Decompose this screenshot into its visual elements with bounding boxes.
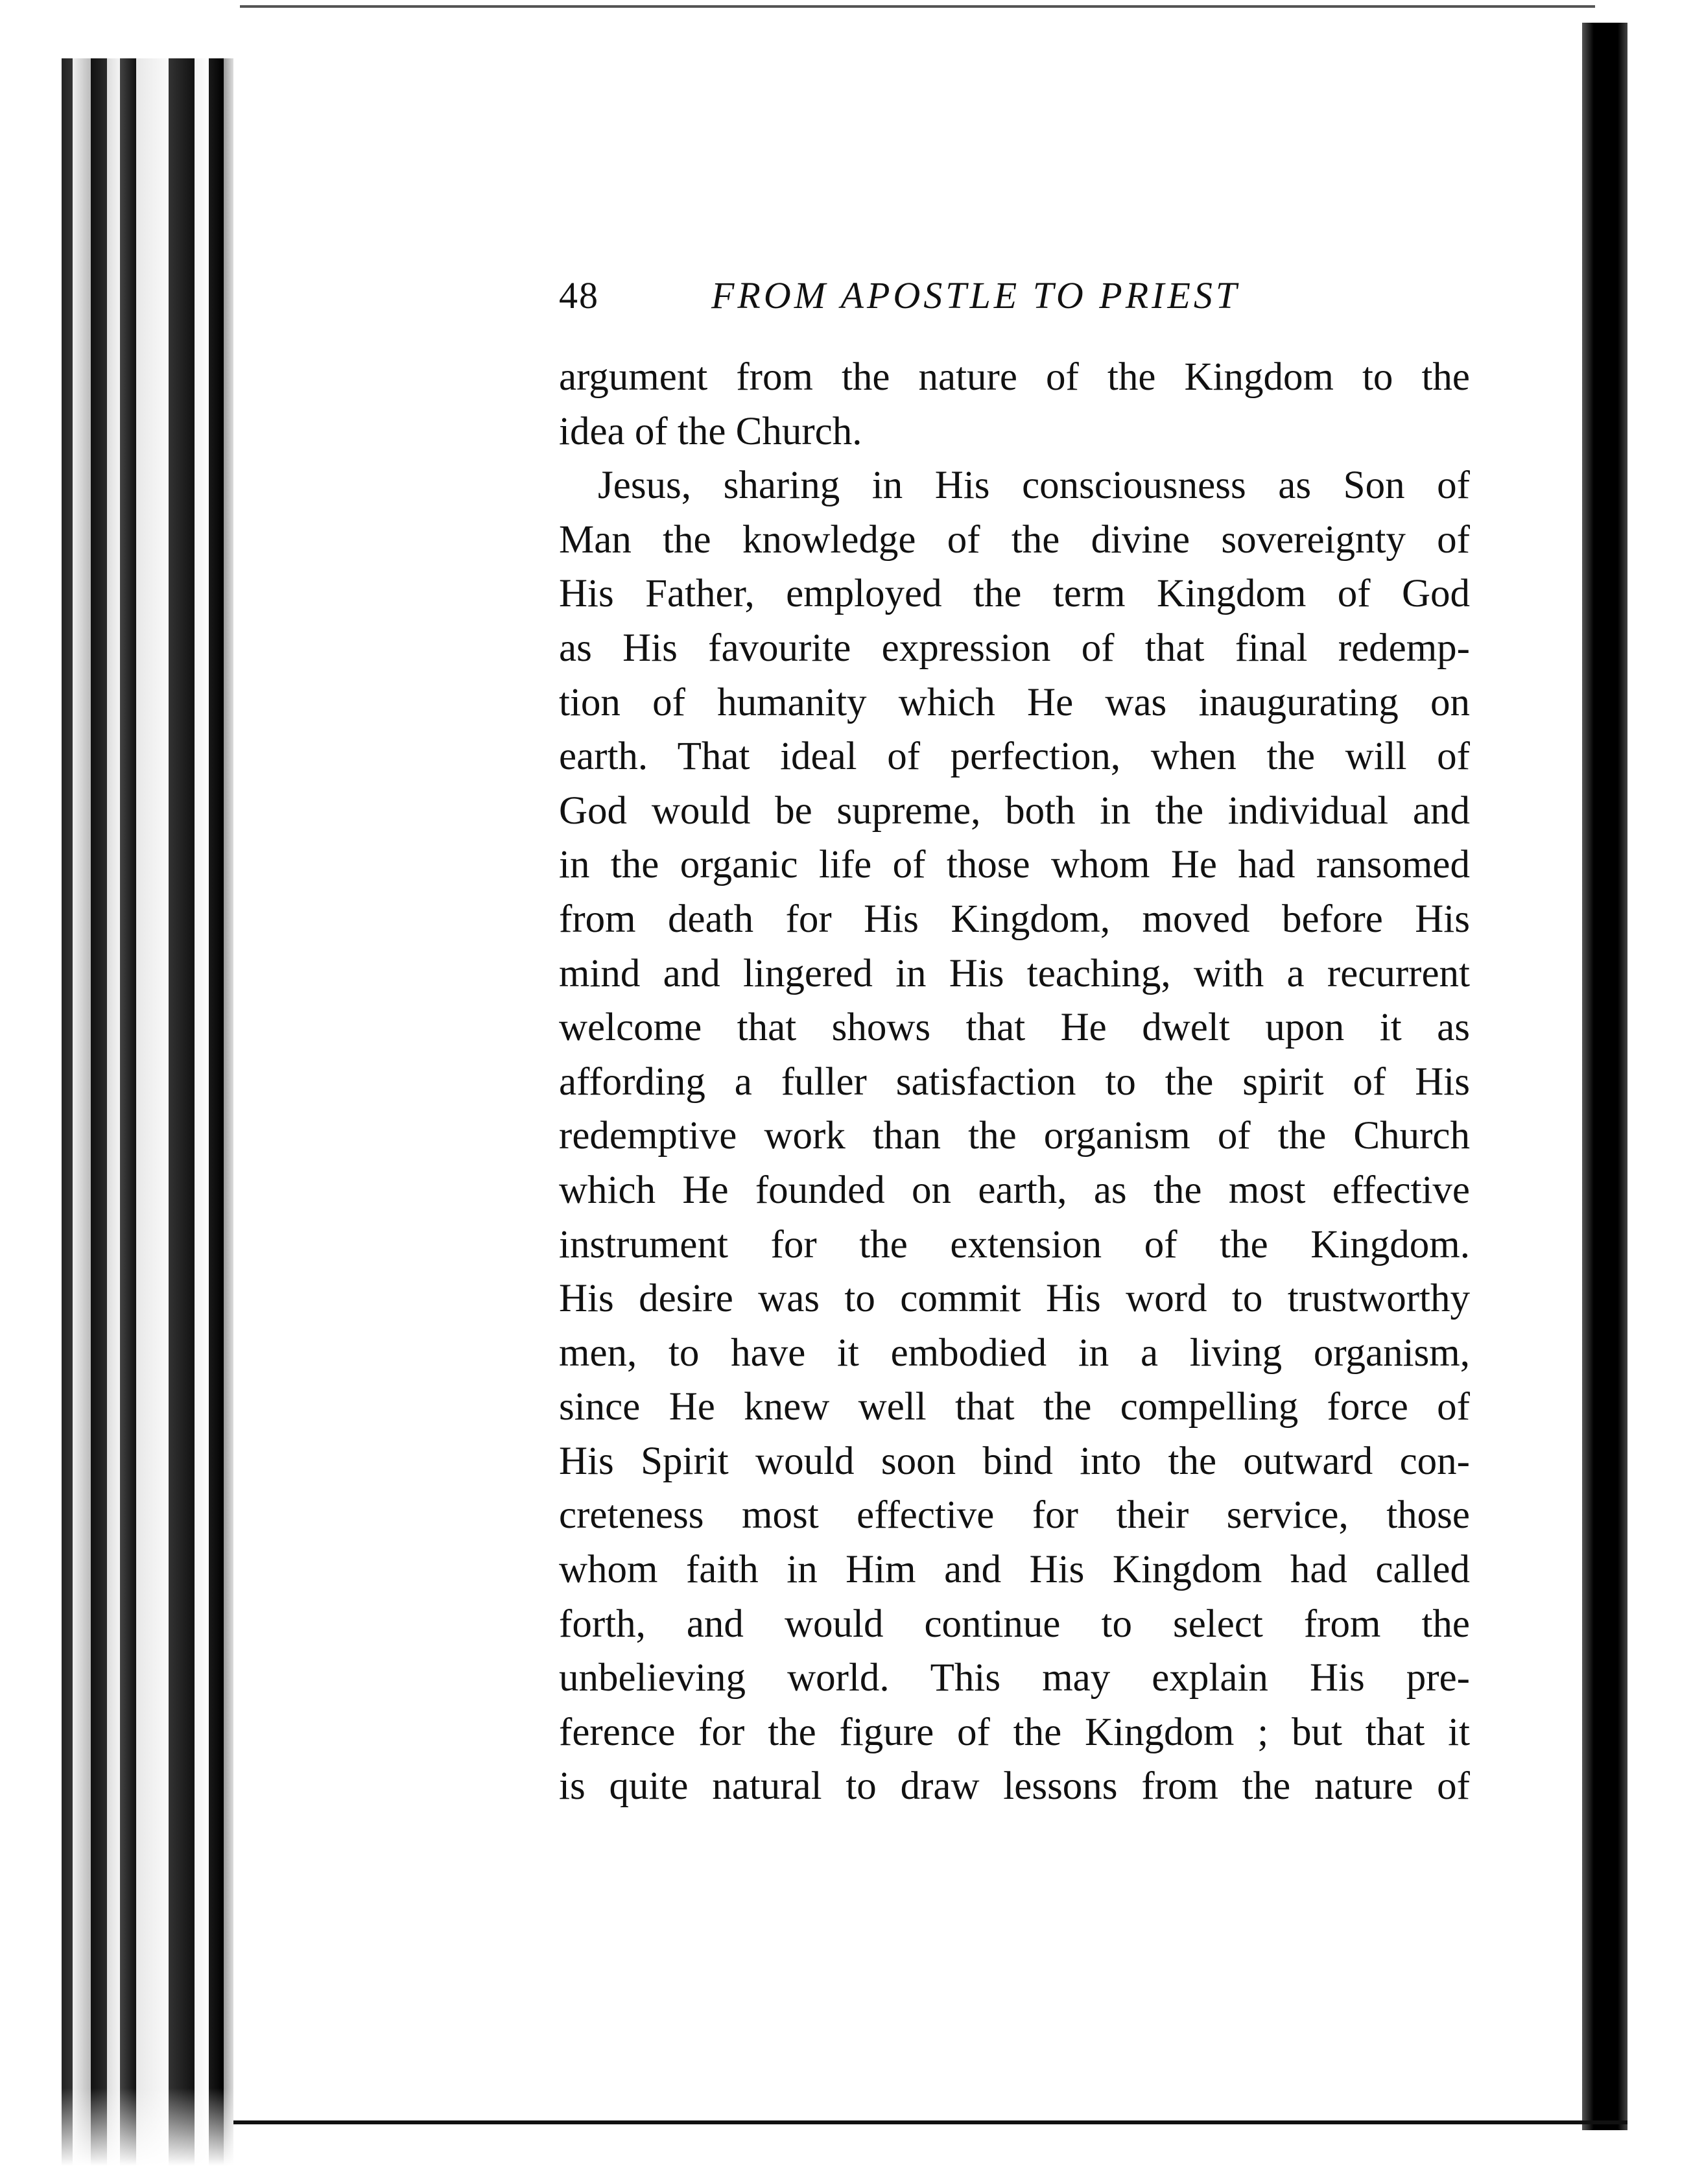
text-line: is quite natural to draw lessons from the nature of — [559, 1764, 1470, 1809]
text-line: idea of the Church. — [559, 409, 862, 453]
text-line: since He knew well that the compelling force of — [559, 1385, 1470, 1429]
edges-bottom-fade — [0, 2088, 246, 2184]
edges-top-mask — [0, 0, 246, 58]
text-line: ference for the figure of the Kingdom ; but that it — [559, 1710, 1470, 1754]
book-page-edges — [0, 0, 246, 2184]
text-line: His desire was to commit His word to trustworthy — [559, 1277, 1470, 1321]
text-line: in the organic life of those whom He had ransomed — [559, 843, 1470, 887]
text-line: earth. That ideal of perfection, when the will of — [559, 735, 1470, 779]
text-line: His Father, employed the term Kingdom of God — [559, 572, 1470, 616]
page-bottom-edge — [233, 2120, 1627, 2124]
text-line: creteness most effective for their service, those — [559, 1493, 1470, 1537]
text-line: forth, and would continue to select from the — [559, 1602, 1470, 1646]
text-line: men, to have it embodied in a living organism, — [559, 1331, 1470, 1375]
text-line: mind and lingered in His teaching, with a recurrent — [559, 951, 1470, 995]
text-line: God would be supreme, both in the individual and — [559, 789, 1470, 833]
text-line: instrument for the extension of the Kingdom. — [559, 1222, 1470, 1266]
text-line: affording a fuller satisfaction to the spirit of His — [559, 1060, 1470, 1104]
body-text — [559, 350, 1470, 1814]
page-number: 48 — [559, 274, 599, 316]
book-gutter-shadow — [1582, 23, 1627, 2130]
page-header — [559, 267, 1467, 326]
text-line: Jesus, sharing in His consciousness as Son of — [598, 464, 1470, 508]
text-line: His Spirit would soon bind into the outward con- — [559, 1439, 1470, 1483]
text-line: redemptive work than the organism of the Church — [559, 1114, 1470, 1158]
running-head: FROM APOSTLE TO PRIEST — [711, 274, 1240, 316]
text-line: welcome that shows that He dwelt upon it as — [559, 1006, 1470, 1050]
text-line: from death for His Kingdom, moved before His — [559, 897, 1470, 941]
text-line: unbelieving world. This may explain His pre- — [559, 1656, 1470, 1700]
text-line: argument from the nature of the Kingdom to the — [559, 355, 1470, 399]
text-line: whom faith in Him and His Kingdom had called — [559, 1548, 1470, 1592]
text-line: tion of humanity which He was inaugurating on — [559, 680, 1470, 724]
text-line: which He founded on earth, as the most effective — [559, 1168, 1470, 1212]
text-line: Man the knowledge of the divine sovereignty of — [559, 517, 1470, 562]
text-line: as His favourite expression of that final redemp- — [559, 626, 1470, 670]
